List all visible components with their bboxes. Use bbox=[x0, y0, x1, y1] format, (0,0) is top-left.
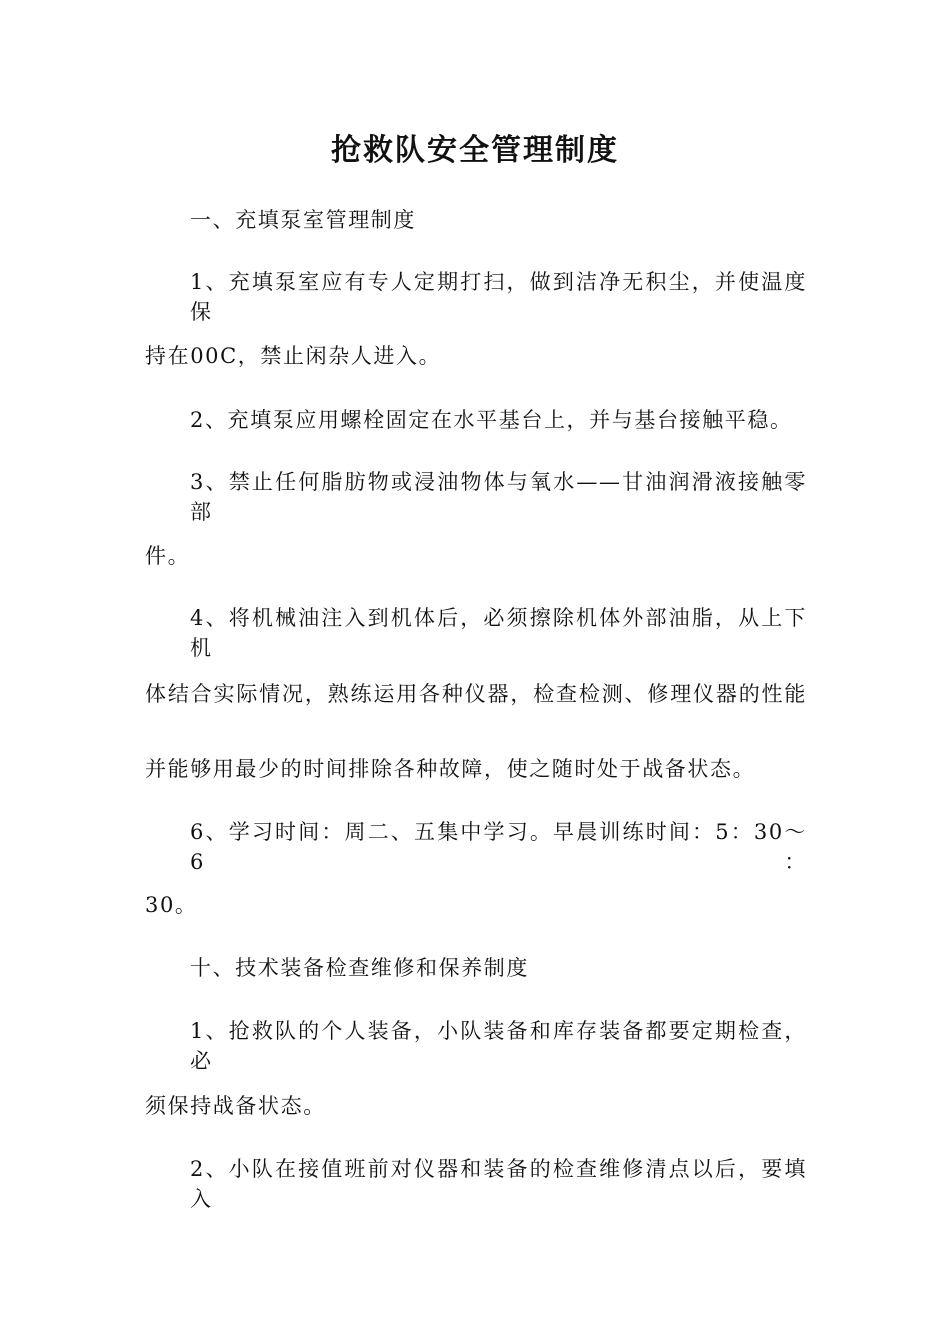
paragraph-line: 1、抢救队的个人装备，小队装备和库存装备都要定期检查，必 bbox=[190, 1019, 807, 1073]
paragraph-line: 4、将机械油注入到机体后，必须擦除机体外部油脂，从上下机 bbox=[190, 606, 807, 660]
paragraph-line: 2、小队在接值班前对仪器和装备的检查维修清点以后，要填入 bbox=[190, 1157, 807, 1211]
paragraph-line: 30。 bbox=[145, 893, 198, 917]
paragraph-line: 持在00C，禁止闲杂人进入。 bbox=[145, 344, 442, 368]
paragraph-line: 3、禁止任何脂肪物或浸油物体与氧水——甘油润滑液接触零部 bbox=[190, 470, 807, 524]
section-heading-1: 一、充填泵室管理制度 bbox=[190, 208, 416, 232]
paragraph-line: 6、学习时间：周二、五集中学习。早晨训练时间：5：30～6： bbox=[190, 820, 807, 874]
paragraph-line: 须保持战备状态。 bbox=[145, 1094, 326, 1118]
paragraph-line: 2、充填泵应用螺栓固定在水平基台上，并与基台接触平稳。 bbox=[190, 408, 793, 432]
paragraph-line: 1、充填泵室应有专人定期打扫，做到洁净无积尘，并使温度保 bbox=[190, 270, 807, 324]
section-heading-2: 十、技术装备检查维修和保养制度 bbox=[190, 956, 529, 980]
paragraph-line: 并能够用最少的时间排除各种故障，使之随时处于战备状态。 bbox=[145, 757, 756, 781]
paragraph-line: 体结合实际情况，熟练运用各种仪器，检查检测、修理仪器的性能 bbox=[145, 682, 807, 706]
paragraph-line: 件。 bbox=[145, 544, 191, 568]
page-title: 抢救队安全管理制度 bbox=[331, 133, 619, 168]
